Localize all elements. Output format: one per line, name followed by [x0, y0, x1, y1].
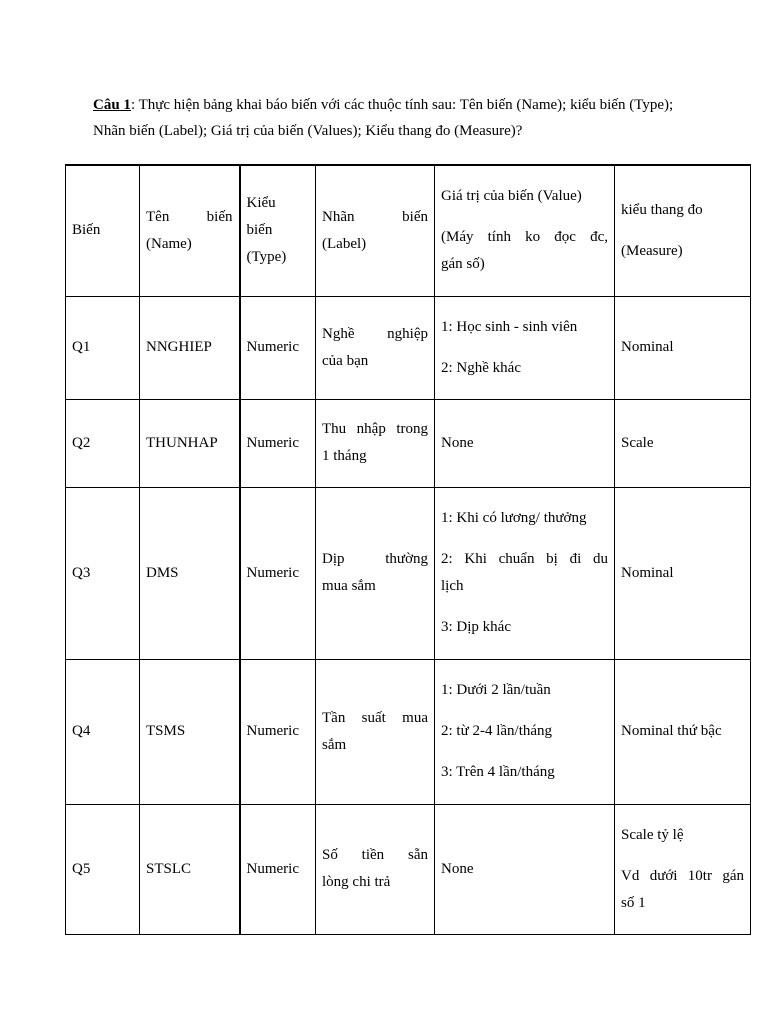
cell-measure: Nominal — [615, 487, 751, 659]
cell-var: Q2 — [66, 399, 140, 487]
cell-type: Numeric — [240, 804, 316, 934]
cell-values: None — [435, 804, 615, 934]
cell-label: Nghề nghiệp của bạn — [316, 296, 435, 399]
variable-table — [65, 164, 751, 935]
cell-measure: Scale — [615, 399, 751, 487]
table-row — [66, 487, 751, 659]
question-text — [93, 92, 693, 144]
cell-measure: Nominal — [615, 296, 751, 399]
table-row — [66, 659, 751, 804]
cell-type: Numeric — [240, 399, 316, 487]
cell-label: Dịp thường mua sắm — [316, 487, 435, 659]
cell-type: Numeric — [240, 659, 316, 804]
cell-var: Q3 — [66, 487, 140, 659]
header-measure: kiểu thang đo (Measure) — [615, 165, 751, 296]
cell-measure: Nominal thứ bậc — [615, 659, 751, 804]
header-value: Giá trị của biến (Value) (Máy tính ko đọc đc, gán số) — [435, 165, 615, 296]
table-row — [66, 399, 751, 487]
header-name: Tên biến (Name) — [140, 165, 240, 296]
question-body: : Thực hiện bảng khai báo biến với các thuộc tính sau: Tên biến (Name); kiểu biến (Type); Nhãn biến (Label); Giá trị của biến (Values); Kiểu thang đo (Measure)? — [93, 97, 674, 139]
cell-type: Numeric — [240, 296, 316, 399]
table-header-row — [66, 165, 751, 296]
header-label: Nhãn biến (Label) — [316, 165, 435, 296]
question-label: Câu 1 — [93, 97, 131, 113]
cell-type: Numeric — [240, 487, 316, 659]
cell-var: Q5 — [66, 804, 140, 934]
cell-name: NNGHIEP — [140, 296, 240, 399]
cell-var: Q1 — [66, 296, 140, 399]
table-row — [66, 804, 751, 934]
table-row — [66, 296, 751, 399]
cell-name: STSLC — [140, 804, 240, 934]
cell-values: 1: Học sinh - sinh viên 2: Nghề khác — [435, 296, 615, 399]
header-var: Biến — [66, 165, 140, 296]
cell-label: Tần suất mua sắm — [316, 659, 435, 804]
cell-values: 1: Khi có lương/ thưởng 2: Khi chuẩn bị đi du lịch 3: Dịp khác — [435, 487, 615, 659]
cell-measure: Scale tỷ lệ Vd dưới 10tr gán số 1 — [615, 804, 751, 934]
cell-label: Số tiền sẵn lòng chi trả — [316, 804, 435, 934]
cell-var: Q4 — [66, 659, 140, 804]
cell-values: None — [435, 399, 615, 487]
cell-name: DMS — [140, 487, 240, 659]
cell-label: Thu nhập trong 1 tháng — [316, 399, 435, 487]
cell-name: THUNHAP — [140, 399, 240, 487]
cell-name: TSMS — [140, 659, 240, 804]
header-type: Kiểu biến (Type) — [240, 165, 316, 296]
cell-values: 1: Dưới 2 lần/tuần 2: từ 2-4 lần/tháng 3: Trên 4 lần/tháng — [435, 659, 615, 804]
